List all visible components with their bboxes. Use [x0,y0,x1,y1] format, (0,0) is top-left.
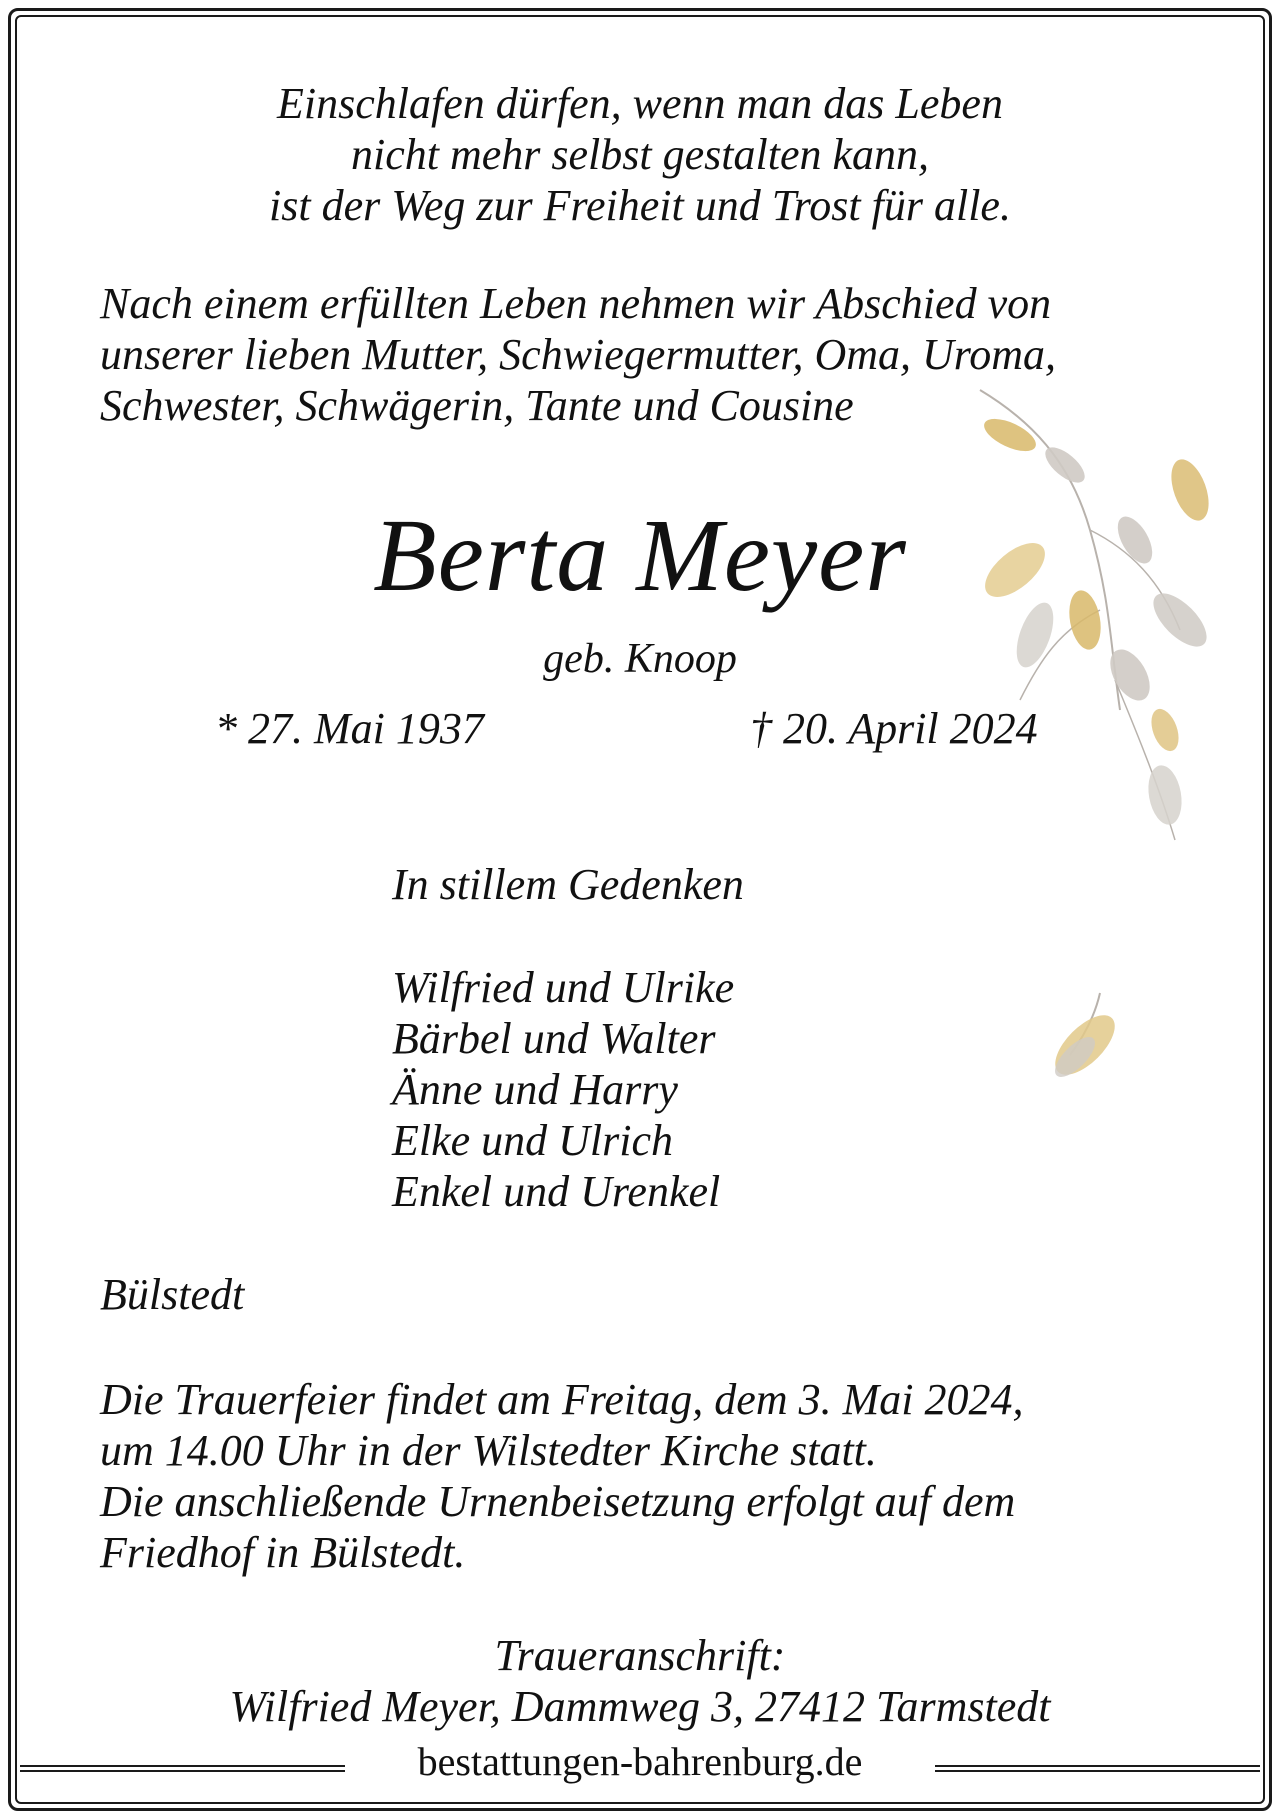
motto-line-3: ist der Weg zur Freiheit und Trost für alle. [269,181,1011,230]
intro-line-3: Schwester, Schwägerin, Tante und Cousine [100,381,854,430]
maiden-name: geb. Knoop [543,636,737,682]
autumn-leaves-icon [940,380,1240,860]
address-value: Wilfried Meyer, Dammweg 3, 27412 Tarmstedt [229,1682,1051,1731]
funeral-line-2: um 14.00 Uhr in der Wilstedter Kirche statt. [100,1426,877,1475]
motto-line-2: nicht mehr selbst gestalten kann, [350,130,929,179]
place-name: Bülstedt [100,1270,245,1319]
mourner-name: Elke und Ulrich [392,1116,674,1165]
intro-line-1: Nach einem erfüllten Leben nehmen wir Abschied von [100,279,1052,328]
motto-line-1: Einschlafen dürfen, wenn man das Leben [277,79,1003,128]
mourners-heading: In stillem Gedenken [392,860,744,909]
mourner-name: Wilfried und Ulrike [392,963,735,1012]
address-label: Traueranschrift: [494,1631,786,1680]
mourner-name: Bärbel und Walter [392,1014,716,1063]
funeral-line-4: Friedhof in Bülstedt. [100,1528,466,1577]
footer-website: bestattungen-bahrenburg.de [417,1739,863,1784]
deceased-name: Berta Meyer [373,498,907,613]
mourner-name: Änne und Harry [392,1065,678,1114]
birth-date: * 27. Mai 1937 [215,704,484,753]
funeral-line-1: Die Trauerfeier findet am Freitag, dem 3. Mai 2024, [100,1375,1024,1424]
intro-line-2: unserer lieben Mutter, Schwiegermutter, Oma, Uroma, [100,330,1057,379]
death-date: † 20. April 2024 [750,704,1038,753]
mourner-name: Enkel und Urenkel [392,1167,721,1216]
leaf-icon [1030,985,1140,1095]
funeral-line-3: Die anschließende Urnenbeisetzung erfolgt auf dem [100,1477,1016,1526]
